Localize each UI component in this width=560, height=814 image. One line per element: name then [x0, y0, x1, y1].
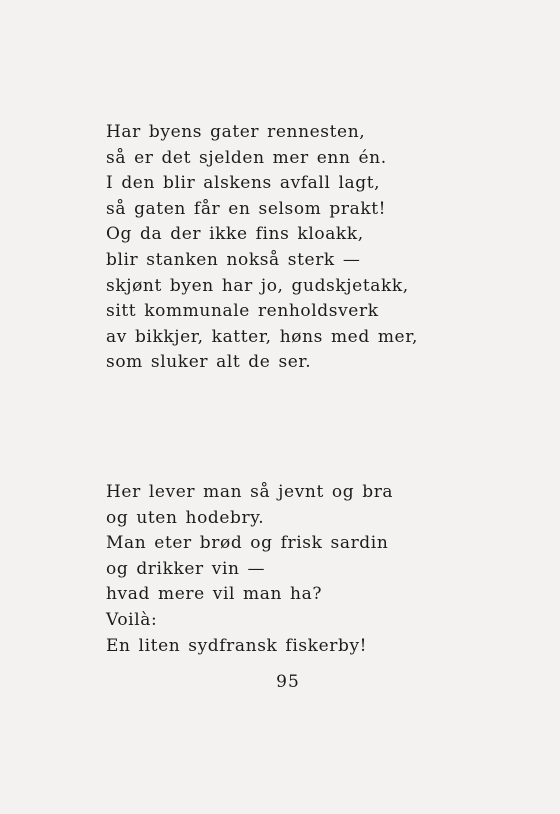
page-number: 95	[276, 672, 300, 692]
poem-line: blir stanken nokså sterk —	[106, 249, 361, 270]
poem-line: En liten sydfransk fiskerby!	[106, 635, 368, 656]
poem-line: Og da der ikke fins kloakk,	[106, 224, 364, 245]
poem-line: så gaten får en selsom prakt!	[106, 198, 387, 219]
poem-line: og drikker vin —	[106, 558, 266, 579]
poem-line: Har byens gater rennesten,	[106, 122, 366, 142]
poem-line: sitt kommunale renholdsverk	[106, 301, 379, 322]
poem-line: skjønt byen har jo, gudskjetakk,	[106, 275, 409, 296]
poem-stanza	[106, 480, 393, 659]
poem-line: Voilà:	[106, 609, 158, 630]
poem-line: så er det sjelden mer enn én.	[106, 147, 387, 168]
poem-line: I den blir alskens avfall lagt,	[106, 173, 381, 194]
poem-line: av bikkjer, katter, høns med mer,	[106, 326, 419, 347]
poem-stanza	[106, 120, 418, 376]
poem-line: som sluker alt de ser.	[106, 352, 312, 373]
poem-line: hvad mere vil man ha?	[106, 584, 323, 605]
poem-line: og uten hodebry.	[106, 507, 265, 528]
poem-line: Her lever man så jevnt og bra	[106, 482, 394, 502]
poem-line: Man eter brød og frisk sardin	[106, 533, 389, 554]
